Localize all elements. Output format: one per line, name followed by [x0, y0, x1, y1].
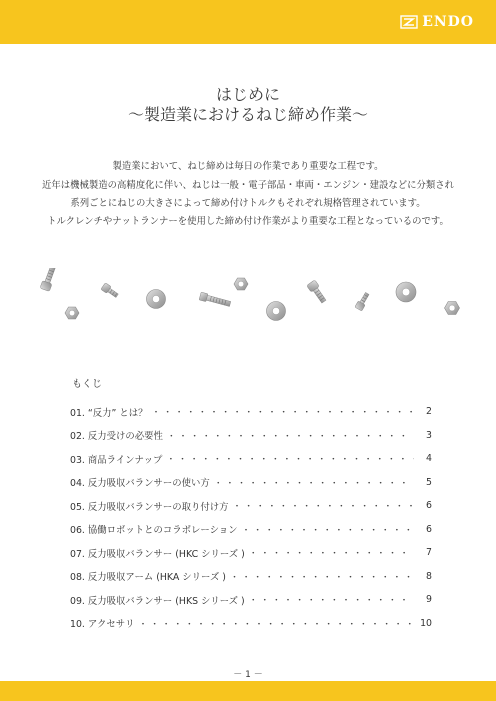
brand-name: ENDO: [422, 14, 474, 30]
toc-item-label: 05. 反力吸収バランサーの取り付け方: [70, 501, 229, 513]
toc-item-page: 5: [426, 476, 432, 488]
toc-item-label: 06. 協働ロボットとのコラボレーション: [70, 525, 238, 537]
toc-item-label: 10. アクセサリ: [70, 619, 135, 631]
toc-leader-dots: [167, 429, 414, 442]
toc-item-label: 03. 商品ラインナップ: [70, 454, 163, 466]
intro-line: 近年は機械製造の高精度化に伴い、ねじは一般・電子部品・車両・エンジン・建設などに分類され: [41, 180, 455, 191]
toc-item-label: 01. “反力” とは？: [70, 407, 148, 419]
screw-icon: [101, 283, 120, 299]
nut-icon: [234, 278, 248, 290]
intro-line: 系列ごとにねじの大きさによって締め付けトルクもそれぞれ規格管理されています。: [70, 198, 426, 209]
toc-item-page: 7: [426, 547, 432, 559]
toc-item-page: 6: [426, 523, 432, 535]
toc-item-label: 07. 反力吸収バランサー (HKC シリーズ ): [70, 548, 245, 560]
screw-icon: [307, 280, 328, 305]
header-bar: [0, 0, 496, 44]
nut-icon: [65, 307, 79, 319]
toc-leader-dots: [249, 593, 414, 606]
toc-item-page: 3: [426, 429, 432, 441]
screws-and-nuts-illustration: [0, 268, 496, 328]
toc-item-page: 8: [426, 570, 432, 582]
intro-line: トルクレンチやナットランナーを使用した締め付け作業がより重要な工程となっているのです。: [47, 216, 449, 227]
page-number: － 1 －: [233, 670, 263, 680]
bolt-icon: [199, 292, 231, 308]
toc-item-label: 02. 反力受けの必要性: [70, 431, 163, 443]
page-title: はじめに: [215, 85, 280, 104]
toc-leader-dots: [138, 617, 414, 630]
brand-mark-icon: [400, 15, 422, 30]
nut-icon: [445, 302, 460, 315]
toc-leader-dots: [214, 476, 414, 489]
toc-item[interactable]: [70, 565, 432, 589]
washer-icon: [396, 282, 416, 302]
screw-icon: [40, 268, 58, 291]
toc-item-label: 09. 反力吸収バランサー (HKS シリーズ ): [70, 595, 245, 607]
intro-line: 製造業において、ねじ締めは毎日の作業であり重要な工程です。: [112, 161, 384, 172]
toc-leader-dots: [242, 523, 414, 536]
toc-leader-dots: [233, 499, 414, 512]
toc-leader-dots: [249, 546, 414, 559]
toc-item[interactable]: [70, 588, 432, 612]
toc-item-page: 10: [420, 617, 432, 629]
toc-item[interactable]: [70, 541, 432, 565]
toc-leader-dots: [151, 405, 414, 418]
toc-item[interactable]: [70, 447, 432, 471]
toc-leader-dots: [230, 570, 414, 583]
toc-leader-dots: [166, 452, 414, 465]
toc-item-page: 6: [426, 500, 432, 512]
toc-item-page: 4: [426, 453, 432, 465]
toc-item[interactable]: [70, 494, 432, 518]
toc-item-label: 08. 反力吸収アーム (HKA シリーズ ): [70, 572, 226, 584]
table-of-contents: [70, 400, 432, 635]
toc-item[interactable]: [70, 518, 432, 542]
brand-logo: [400, 13, 474, 31]
page-subtitle: ～製造業におけるねじ締め作業～: [127, 105, 368, 124]
washer-icon: [267, 302, 286, 321]
footer-bar: [0, 681, 496, 701]
toc-item[interactable]: [70, 400, 432, 424]
toc-item-page: 2: [426, 406, 432, 418]
toc-item[interactable]: [70, 424, 432, 448]
toc-heading: もくじ: [72, 379, 102, 390]
toc-item[interactable]: [70, 612, 432, 636]
toc-item[interactable]: [70, 471, 432, 495]
toc-item-label: 04. 反力吸収バランサーの使い方: [70, 478, 210, 490]
screw-icon: [355, 291, 371, 311]
washer-icon: [147, 290, 166, 309]
toc-item-page: 9: [426, 594, 432, 606]
